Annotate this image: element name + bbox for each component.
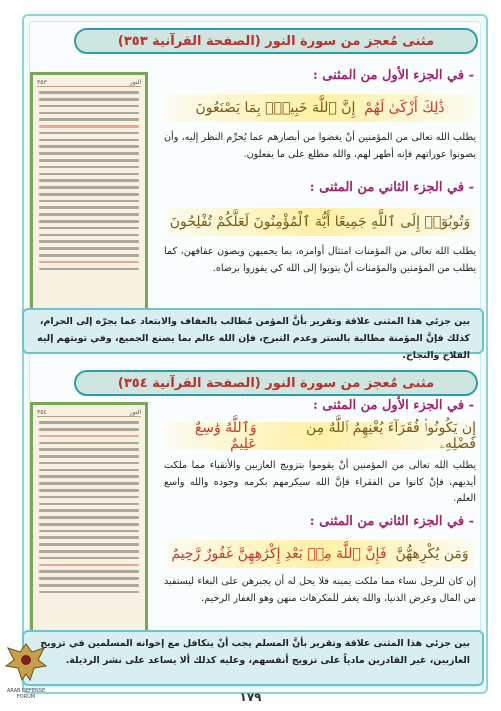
- ayah-1: [164, 94, 476, 122]
- summary-box: بين جزئي هذا المثنى علاقة وتقرير بأنَّ المسلم يجب أنْ يتكافل مع إخوانه المسلمين في تزويج العازبين، غير القادرين مادياً على تزويج أنفسهم، وعليه كذلك ألا يساعد على نشر الرذيلة.: [22, 630, 484, 686]
- explanation-2: إن كان للرجل نساء مما ملكت يمينه فلا يحل له أن يجبرهن على البغاء ليستفيد من المال وعرض الدنيا، والله يغفر للمكرهات منهن وهو الغفار الرحيم.: [164, 576, 476, 604]
- ayah-2: وَتُوبُوٓا۟ إِلَى ٱللَّهِ جَمِيعًا أَيُّهَ ٱلْمُؤْمِنُونَ لَعَلَّكُمْ تُفْلِحُونَ: [164, 208, 476, 236]
- ayah-2-part-b: فَإِنَّ ٱللَّهَ مِنۢ بَعْدِ إِكْرَٰهِهِنَّ غَفُورٌ رَّحِيمٌ: [171, 546, 387, 562]
- explanation-1: يطلب الله تعالى من المؤمنين أنْ يغضوا من أبصارهم عما يُحرِّم النظر إليه، وأن يصونوا عوراتهم فإنه أطهر لهم، والله مطلع على ما يفعلون.: [164, 132, 476, 160]
- ayah-2: [164, 540, 476, 568]
- ayah-1-part-a: إِن يَكُونُوا۟ فُقَرَآءَ يُغْنِهِمُ ٱللَّهُ مِن فَضْلِهِۦ: [305, 420, 476, 452]
- mushaf-surah-name: النور: [129, 79, 141, 86]
- section-title: مثنى مُعجز من سورة النور (الصفحة القرآنية ٣٥٤): [74, 370, 478, 396]
- eagle-emblem-icon: [2, 638, 50, 688]
- explanation-2: يطلب الله تعالى من المؤمنات امتثال أوامره، بما يحميهن ويصون عفافهن، كما يطلب من المؤمنين والمؤمنات أنْ يتوبوا إلى الله كي يفوزوا برضاه.: [164, 246, 476, 274]
- section-title: مثنى مُعجز من سورة النور (الصفحة القرآنية ٣٥٣): [74, 28, 478, 54]
- forum-logo: [2, 638, 50, 710]
- section-353: [14, 20, 486, 361]
- ayah-1-part-a: ذَٰلِكَ أَزْكَىٰ لَهُمْ: [364, 100, 445, 116]
- summary-box: بين جزئي هذا المثنى علاقة وتقرير بأنَّ المؤمن مُطالب بالعفاف والابتعاد عما يجرّه إلى الحرام، كذلك فإنَّ المؤمنة مطالبة بالستر وعدم التبرج، فإن الله عالم بما يصنع الجميع، وفي توبتهم إليه الفلاح والنجاح.: [22, 308, 484, 354]
- mushaf-page-number: ٣٥٣: [37, 79, 47, 86]
- ayah-2-part-a: وَمَن يُكْرِههُّنَّ: [395, 546, 469, 562]
- mushaf-header: [37, 409, 141, 417]
- part1-label: - في الجزء الأول من المثنى :: [312, 398, 474, 413]
- part2-label: - في الجزء الثاني من المثنى :: [309, 180, 474, 195]
- page-number: ١٧٩: [239, 690, 262, 704]
- mushaf-page-image: [30, 72, 148, 328]
- ayah-1-part-b: وَٱللَّهُ وَٰسِعٌ عَلِيمٌ: [194, 420, 257, 452]
- explanation-1: يطلب الله تعالى من المؤمنين أنْ يقوموا بتزويج العازبين والأتقياء مما ملكت أيديهم، فإنْ كانوا من الفقراء فإنَّ الله سيكرمهم بكرمه وجوده والله واسع العلم.: [164, 460, 476, 504]
- part1-label: - في الجزء الأول من المثنى :: [312, 68, 474, 83]
- mushaf-header: [37, 79, 141, 87]
- section-354: [14, 362, 486, 692]
- ayah-1: [164, 422, 476, 450]
- mushaf-surah-name: النور: [129, 409, 141, 416]
- logo-text: ARAB DEFENSE FORUM: [6, 688, 46, 700]
- mushaf-page-number: ٣٥٤: [37, 409, 47, 416]
- part2-label: - في الجزء الثاني من المثنى :: [309, 514, 474, 529]
- mushaf-page-image: [30, 402, 148, 652]
- ayah-1-part-b: إِنَّ ٱللَّهَ خَبِيرٌۢ بِمَا يَصْنَعُونَ: [195, 100, 356, 116]
